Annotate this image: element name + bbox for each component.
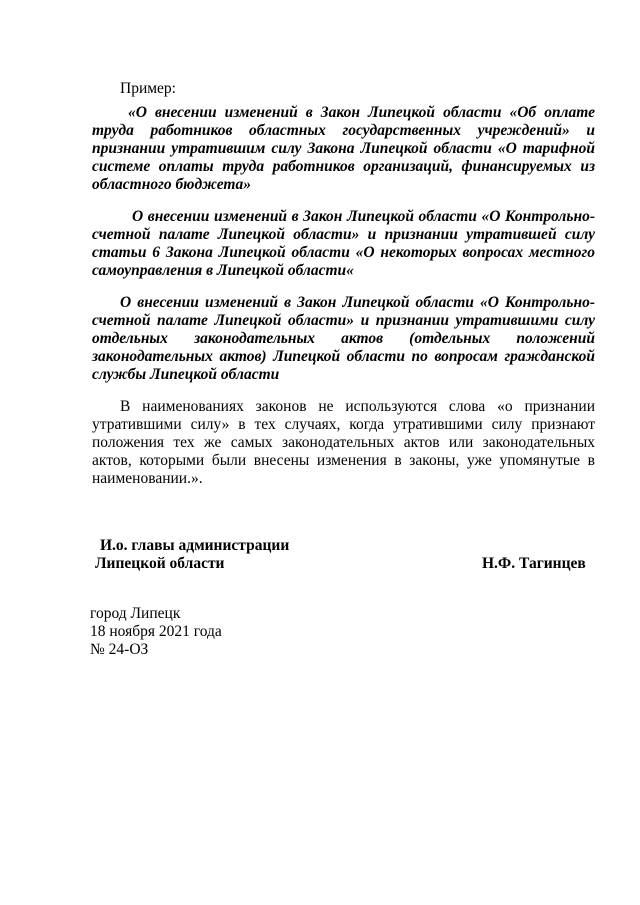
signatory-position-line-1: И.о. главы администрации bbox=[100, 537, 290, 554]
footer-law-number: № 24-ОЗ bbox=[90, 641, 149, 658]
signatory-position-line-2: Липецкой области bbox=[95, 555, 225, 572]
footer-date: 18 ноября 2021 года bbox=[90, 623, 222, 640]
example-title-2: О внесении изменений в Закон Липецкой области «О Контрольно-счетной палате Липецкой области» и признании утратившей силу статьи 6 Закона Липецкой области «О некоторых вопросах местного самоуправления в Липецкой области« bbox=[92, 208, 595, 279]
footer-city: город Липецк bbox=[90, 605, 181, 622]
body-paragraph: В наименованиях законов не используются слова «о признании утратившими силу» в тех случаях, когда утратившими силу признают положения тех же самых законодательных актов или законодательных актов, которыми были внесены изменения в законы, уже упомянутые в наименовании.». bbox=[92, 398, 595, 487]
example-label: Пример: bbox=[120, 80, 176, 97]
signatory-name: Н.Ф. Тагинцев bbox=[482, 555, 586, 572]
example-title-1: «О внесении изменений в Закон Липецкой области «Об оплате труда работников областных государственных учреждений» и признании утратившим силу Закона Липецкой области «О тарифной системе оплаты труда работников организаций, финансируемых из областного бюджета» bbox=[92, 104, 595, 193]
example-title-3: О внесении изменений в Закон Липецкой области «О Контрольно-счетной палате Липецкой области» и признании утратившими силу отдельных законодательных актов (отдельных положений законодательных актов) Липецкой области по вопросам гражданской службы Липецкой области bbox=[92, 294, 595, 383]
